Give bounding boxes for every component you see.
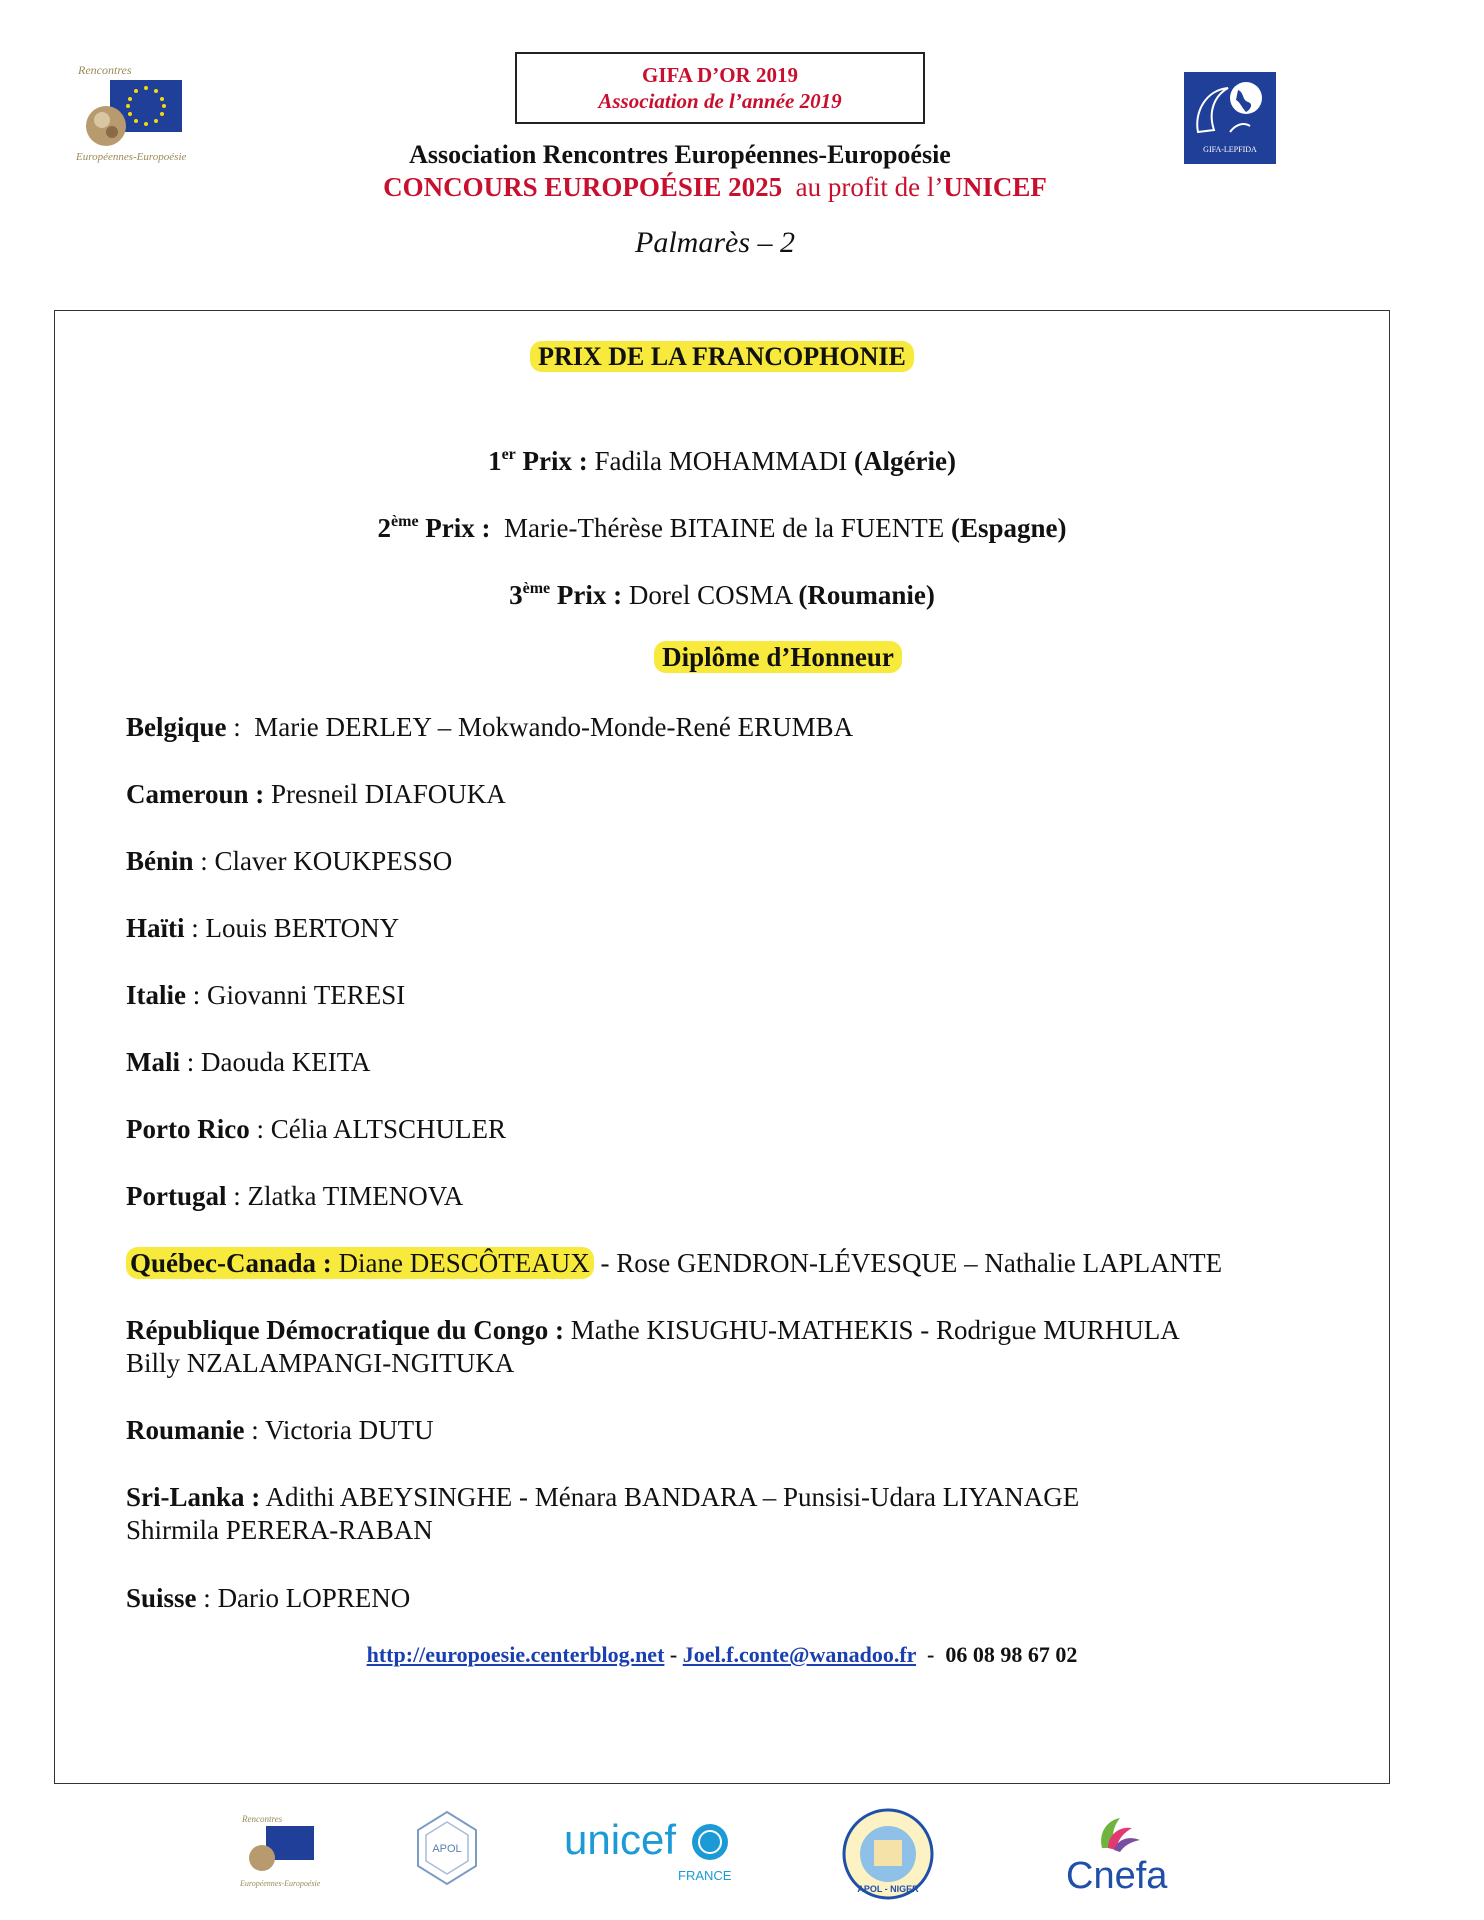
entry-separator bbox=[332, 1248, 339, 1278]
entry-separator: : bbox=[180, 1047, 202, 1077]
entry-names: Zlatka TIMENOVA bbox=[247, 1181, 464, 1211]
entry-separator: : bbox=[249, 1114, 271, 1144]
prize-label: Prix : bbox=[522, 446, 588, 476]
entry-cameroun bbox=[126, 778, 1326, 811]
entry-country: Haïti bbox=[126, 913, 185, 943]
prize-country: (Algérie) bbox=[854, 446, 956, 476]
contest-name: CONCOURS EUROPOÉSIE 2025 bbox=[383, 172, 783, 202]
entry-country: République Démocratique du Congo : bbox=[126, 1315, 565, 1345]
prize-rank-suffix: ème bbox=[391, 513, 419, 530]
entry-names: Victoria DUTU bbox=[265, 1415, 434, 1445]
entry-italie bbox=[126, 979, 1326, 1012]
prize-winner: Fadila MOHAMMADI bbox=[594, 446, 848, 476]
prize-country: (Roumanie) bbox=[798, 580, 935, 610]
entry-names: Adithi ABEYSINGHE - Ménara BANDARA – Punsisi-Udara LIYANAGE bbox=[265, 1482, 1080, 1512]
entry-separator: : bbox=[196, 1583, 218, 1613]
entry-country: Italie bbox=[126, 980, 186, 1010]
entry-mali bbox=[126, 1046, 1326, 1079]
prize-winner: Marie-Thérèse BITAINE de la FUENTE bbox=[504, 513, 945, 543]
section-title-text: PRIX DE LA FRANCOPHONIE bbox=[530, 341, 914, 372]
prize-first bbox=[0, 446, 1444, 477]
entry-portugal bbox=[126, 1180, 1326, 1213]
entry-names: Mathe KISUGHU-MATHEKIS - Rodrigue MURHULA bbox=[570, 1315, 1180, 1345]
entry-names: Giovanni TERESI bbox=[207, 980, 406, 1010]
prize-third bbox=[0, 580, 1444, 611]
entry-benin bbox=[126, 845, 1326, 878]
partner-europoesie-logo bbox=[240, 1808, 340, 1908]
entry-separator: : bbox=[193, 846, 215, 876]
entry-separator: : bbox=[244, 1415, 266, 1445]
entry-rdc bbox=[126, 1314, 1326, 1380]
entry-country: Cameroun : bbox=[126, 779, 265, 809]
entry-country: Portugal bbox=[126, 1181, 227, 1211]
entry-country: Porto Rico bbox=[126, 1114, 250, 1144]
entry-separator: : bbox=[186, 980, 208, 1010]
entry-names: Marie DERLEY – Mokwando-Monde-René ERUMBA bbox=[254, 712, 854, 742]
entry-names-line2: Shirmila PERERA-RABAN bbox=[126, 1515, 433, 1545]
prize-rank-suffix: ème bbox=[522, 580, 551, 597]
entry-names: Louis BERTONY bbox=[205, 913, 400, 943]
entry-names: Célia ALTSCHULER bbox=[270, 1114, 506, 1144]
contest-title bbox=[0, 172, 1430, 203]
diploma-heading-text: Diplôme d’Honneur bbox=[654, 641, 902, 673]
entry-haiti bbox=[126, 912, 1326, 945]
entry-country: Belgique bbox=[126, 712, 227, 742]
entry-separator: : bbox=[226, 712, 255, 742]
prize-label: Prix : bbox=[556, 580, 623, 610]
entry-suisse bbox=[126, 1582, 1326, 1615]
entry-names-line2: Billy NZALAMPANGI-NGITUKA bbox=[126, 1348, 515, 1378]
entry-quebec-canada bbox=[126, 1247, 1326, 1280]
unicef-globe-icon bbox=[692, 1824, 728, 1860]
entry-country: Roumanie bbox=[126, 1415, 245, 1445]
entry-roumanie bbox=[126, 1414, 1326, 1447]
award-subtitle: Association de l’année 2019 bbox=[598, 89, 842, 113]
contest-beneficiary: UNICEF bbox=[943, 172, 1047, 202]
contact-separator: - bbox=[664, 1642, 683, 1667]
apol-text: APOL bbox=[432, 1843, 462, 1855]
contest-purpose: au profit de l’ bbox=[795, 172, 944, 202]
entry-belgique bbox=[126, 711, 1326, 744]
profile-outline bbox=[1197, 88, 1228, 132]
association-name: Association Rencontres Européennes-Europoésie bbox=[409, 140, 951, 169]
entry-country: Suisse bbox=[126, 1583, 197, 1613]
partner-unicef-logo bbox=[560, 1808, 740, 1908]
contact-line bbox=[0, 1642, 1444, 1668]
unicef-wordmark: unicef bbox=[564, 1816, 677, 1863]
entry-names: Presneil DIAFOUKA bbox=[271, 779, 506, 809]
partner-cnefa-logo bbox=[1062, 1808, 1182, 1908]
entry-separator: : bbox=[184, 913, 206, 943]
prize-rank-suffix: er bbox=[501, 446, 516, 463]
prize-label: Prix : bbox=[425, 513, 491, 543]
apol-niger-text: APOL - NIGER bbox=[857, 1884, 919, 1894]
partner-logo-text-bottom: Européennes-Europoésie bbox=[240, 1879, 321, 1888]
prize-rank: 2 bbox=[377, 513, 392, 543]
phone-number: 06 08 98 67 02 bbox=[945, 1642, 1078, 1667]
prize-winner: Dorel COSMA bbox=[628, 580, 792, 610]
unicef-country: FRANCE bbox=[678, 1868, 732, 1883]
award-title: GIFA D’OR 2019 bbox=[642, 63, 798, 87]
entry-names: Claver KOUKPESSO bbox=[214, 846, 453, 876]
contact-separator: - bbox=[916, 1642, 946, 1667]
partner-apol-niger-logo bbox=[840, 1808, 936, 1908]
award-box bbox=[515, 52, 925, 124]
cnefa-wordmark: Cnefa bbox=[1066, 1855, 1168, 1897]
entry-country: Bénin bbox=[126, 846, 194, 876]
entry-sri-lanka bbox=[126, 1481, 1326, 1547]
prize-second bbox=[0, 513, 1444, 544]
entry-country: Sri-Lanka : bbox=[126, 1482, 261, 1512]
entry-highlighted-name: Diane DESCÔTEAUX bbox=[338, 1248, 590, 1278]
partner-apol-logo bbox=[412, 1808, 482, 1908]
entry-names: Dario LOPRENO bbox=[217, 1583, 411, 1613]
entry-country: Mali bbox=[126, 1047, 180, 1077]
section-title bbox=[0, 342, 1444, 372]
entry-names: - Rose GENDRON-LÉVESQUE – Nathalie LAPLANTE bbox=[593, 1248, 1223, 1278]
partner-logo-text-top: Rencontres bbox=[242, 1814, 283, 1824]
entry-porto-rico bbox=[126, 1113, 1326, 1146]
prize-rank: 1 bbox=[488, 446, 502, 476]
entry-highlight bbox=[126, 1247, 594, 1279]
entry-separator bbox=[564, 1315, 571, 1345]
email-link[interactable]: Joel.f.conte@wanadoo.fr bbox=[682, 1642, 917, 1667]
palmares-subtitle: Palmarès – 2 bbox=[635, 226, 795, 259]
logo-text-bottom: Européennes-Europoésie bbox=[76, 151, 187, 163]
diploma-heading bbox=[0, 642, 1484, 673]
entry-separator bbox=[264, 779, 271, 809]
entry-names: Daouda KEITA bbox=[201, 1047, 371, 1077]
entry-separator: : bbox=[226, 1181, 248, 1211]
entry-country: Québec-Canada : bbox=[130, 1248, 332, 1278]
prize-rank: 3 bbox=[509, 580, 523, 610]
logo-text-top: Rencontres bbox=[78, 63, 132, 77]
gifa-caption: GIFA-LEPFIDA bbox=[1203, 145, 1257, 154]
prize-country: (Espagne) bbox=[950, 513, 1067, 543]
website-link[interactable]: http://europoesie.centerblog.net bbox=[366, 1642, 665, 1667]
